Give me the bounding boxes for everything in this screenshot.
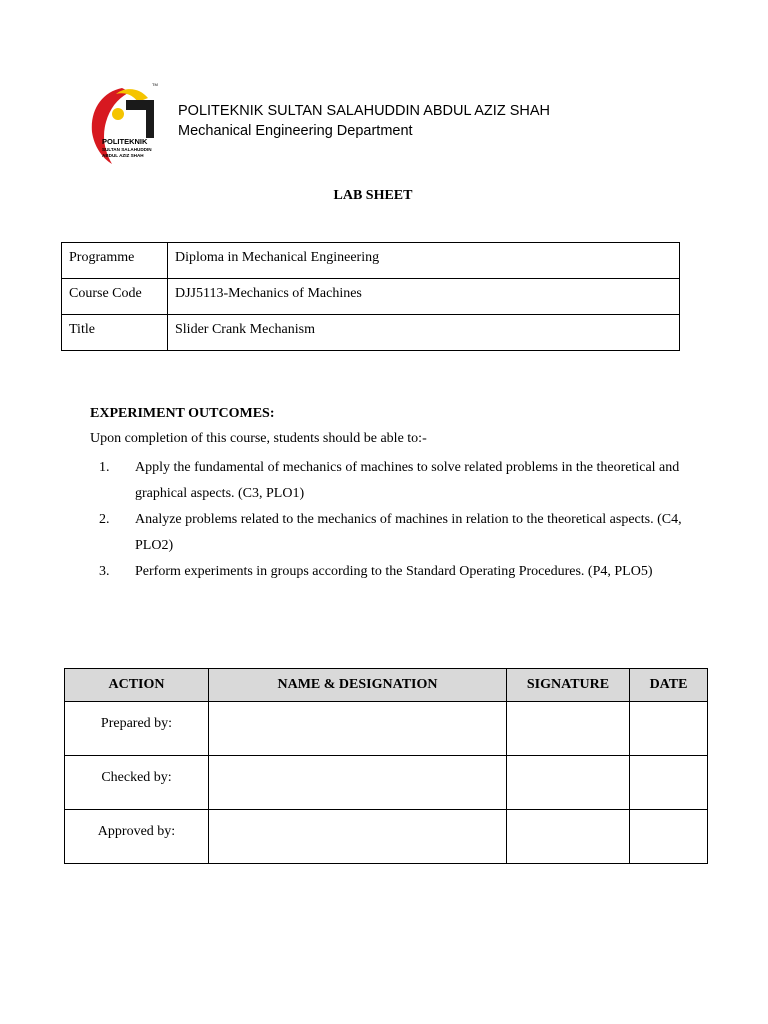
outcomes-list [90,455,690,585]
date-cell[interactable] [630,702,708,756]
list-item [90,455,690,507]
action-label: Checked by: [65,756,209,810]
date-cell[interactable] [630,810,708,864]
institution-header [178,101,550,141]
polytechnic-logo [82,80,162,168]
list-item [90,559,690,585]
list-item [90,507,690,559]
signoff-header-row [65,669,708,702]
logo-text-1: POLITEKNIK [102,137,148,146]
info-label: Title [62,315,168,351]
outcomes-heading: EXPERIMENT OUTCOMES: [90,406,275,421]
course-info-table [61,242,680,351]
item-text: Analyze problems related to the mechanics of machines in relation to the theoretical aspects. (C4, PLO2) [135,512,682,553]
header-date: DATE [630,669,708,702]
logo-tm: TM [152,82,158,87]
date-cell[interactable] [630,756,708,810]
name-cell[interactable] [209,702,507,756]
institution-name: POLITEKNIK SULTAN SALAHUDDIN ABDUL AZIZ SHAH [178,103,550,119]
name-cell[interactable] [209,756,507,810]
signature-cell[interactable] [507,810,630,864]
header-signature: SIGNATURE [507,669,630,702]
info-value: DJJ5113-Mechanics of Machines [168,279,680,315]
info-label: Programme [62,243,168,279]
table-row [65,810,708,864]
logo-text-3: ABDUL AZIZ SHAH [102,153,144,158]
header-name-designation: NAME & DESIGNATION [209,669,507,702]
info-row-title [62,315,680,351]
info-value: Slider Crank Mechanism [168,315,680,351]
outcomes-intro: Upon completion of this course, students should be able to:- [90,431,427,446]
logo-text-2: SULTAN SALAHUDDIN [102,147,152,152]
item-number: 3. [99,564,110,579]
experiment-outcomes [90,406,690,585]
item-text: Perform experiments in groups according to the Standard Operating Procedures. (P4, PLO5) [135,564,653,579]
department-name: Mechanical Engineering Department [178,123,413,139]
item-number: 1. [99,460,110,475]
item-text: Apply the fundamental of mechanics of machines to solve related problems in the theoretical and graphical aspects. (C3, PLO1) [135,460,680,501]
table-row [65,756,708,810]
signature-cell[interactable] [507,756,630,810]
info-row-course-code [62,279,680,315]
page-title: LAB SHEET [333,188,413,203]
signature-cell[interactable] [507,702,630,756]
item-number: 2. [99,512,110,527]
action-label: Prepared by: [65,702,209,756]
info-value: Diploma in Mechanical Engineering [168,243,680,279]
header-action: ACTION [65,669,209,702]
info-label: Course Code [62,279,168,315]
info-row-programme [62,243,680,279]
signoff-table [64,668,708,864]
table-row [65,702,708,756]
action-label: Approved by: [65,810,209,864]
name-cell[interactable] [209,810,507,864]
